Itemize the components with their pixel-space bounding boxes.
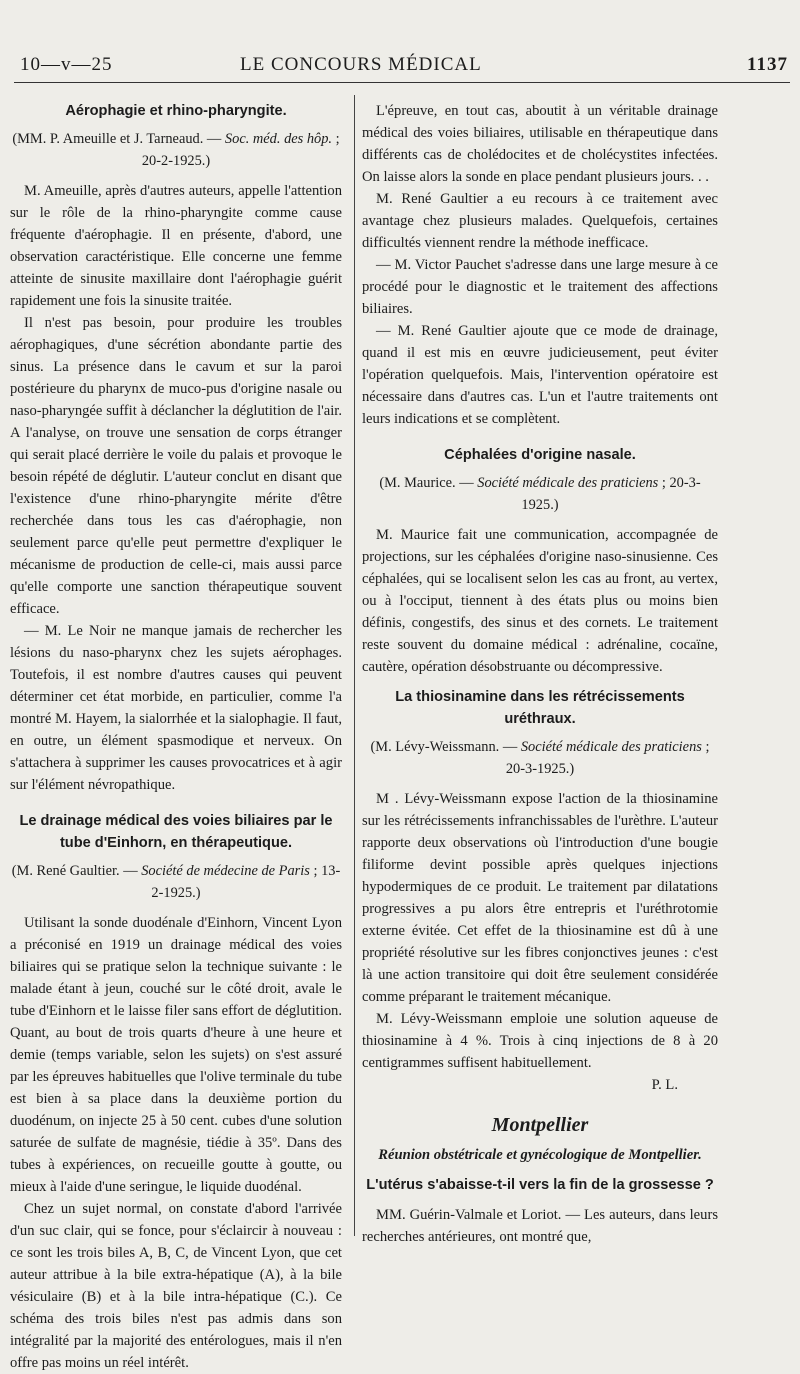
- paragraph: — M. Victor Pauchet s'adresse dans une large mesure à ce procédé pour le diagnostic et le traitement des affections biliaires.: [362, 257, 718, 317]
- paragraph: — M. Le Noir ne manque jamais de rechercher les lésions du naso-pharynx chez les sujets aérophages. Toutefois, il est nombre d'autres causes qui peuvent déterminer cet état morbide, en particulier, comme l'a montré M. Hayem, la sialorrhée et la sialophagie. Il faut, en outre, un élément spasmodique et nerveux. On s'attachera à supprimer les causes provocatrices et à agir sur l'élément névropathique.: [10, 623, 342, 793]
- ref-source: Société de médecine de Paris: [141, 863, 310, 879]
- left-column: [10, 100, 342, 1374]
- article-title: Aérophagie et rhino-pharyngite.: [65, 103, 287, 119]
- page-number: 1137: [747, 54, 788, 75]
- ref-date: ; 20-3-1925.): [505, 739, 710, 777]
- paragraph: M. Ameuille, après d'autres auteurs, appelle l'attention sur le rôle de la rhino-pharyngite comme cause fréquente d'aérophagie. Il en présente, d'abord, une observation caractéristique. Elle concerne une femme atteinte de sinusite maxillaire dont l'aérophagie guérit rapidement une fois la sinusite traitée.: [10, 183, 342, 309]
- ref-source: Soc. méd. des hôp.: [224, 131, 333, 147]
- article-reference: [10, 860, 342, 904]
- society-name: Réunion obstétricale et gynécologique de Montpellier.: [378, 1147, 702, 1163]
- paragraph: — M. René Gaultier ajoute que ce mode de drainage, quand il est mis en œuvre judicieusement, peut éviter l'opération quelquefois. Mais, l'intervention opératoire est nécessaire dans d'autres cas. L'un et l'autre traitements ont leurs indications et se complètent.: [362, 323, 718, 427]
- paragraph: M . Lévy-Weissmann expose l'action de la thiosinamine sur les rétrécissements infranchissables de l'urèthre. L'auteur rapporte deux observations où l'introduction d'une bougie filiforme devint possible après quelques injections hypodermiques de ce produit. Le traitement par dilatations progressives a pu alors être entrepris et l'uréthrotomie externe évitée. Cet effet de la thiosinamine est dû à une propriété résolutive sur les fibres conjonctives jeunes : c'est là une action transitoire qui doit être seulement considérée comme préparant le traitement mécanique.: [362, 791, 718, 1005]
- section-city: Montpellier: [491, 1114, 589, 1136]
- ref-authors: (MM. P. Ameuille et J. Tarneaud. —: [12, 131, 222, 147]
- signature: P. L.: [651, 1077, 678, 1093]
- page-header: [14, 54, 788, 82]
- ref-authors: (M. René Gaultier. —: [11, 863, 138, 879]
- paragraph: M. Lévy-Weissmann emploie une solution aqueuse de thiosinamine à 4 %. Trois à cinq injections de 8 à 20 centigrammes suffisent habituellement.: [362, 1011, 718, 1071]
- ref-source: Société médicale des praticiens: [477, 475, 659, 491]
- journal-title: LE CONCOURS MÉDICAL: [240, 54, 482, 75]
- paragraph: Utilisant la sonde duodénale d'Einhorn, Vincent Lyon a préconisé en 1919 un drainage médical des voies biliaires qui se pratique selon la technique suivante : le malade étant à jeun, couché sur le côté droit, avale le tube d'Einhorn et le laisse filer sans effort de déglutition. Quant, au bout de trois quarts d'heure à une heure et demie (temps variable, selon les sujets) on s'est assuré par les épreuves habituelles que l'olive terminale du tube est bien à sa place dans la deuxième portion du duodénum, on injecte 25 à 50 cent. cubes d'une solution saturée de sulfate de magnésie, tiédie à 35º. Dans des tubes à expériences, on recueille goutte à goutte, ou mieux à l'aide d'une seringue, le liquide duodénal.: [10, 915, 342, 1195]
- right-column: [362, 100, 718, 1248]
- paragraph: L'épreuve, en tout cas, aboutit à un véritable drainage médical des voies biliaires, utilisable en thérapeutique dans différents cas de cholédocites et de cholécystites infectées. On laisse alors la sonde en place pendant plusieurs jours. . .: [362, 103, 718, 185]
- header-rule: [14, 82, 790, 83]
- article-title: La thiosinamine dans les rétrécissements uréthraux.: [395, 689, 685, 727]
- article-reference: [362, 736, 718, 780]
- ref-authors: (M. Lévy-Weissmann. —: [370, 739, 518, 755]
- paragraph: M. René Gaultier a eu recours à ce traitement avec avantage chez plusieurs malades. Quelquefois, certaines difficultés viennent rendre la méthode inefficace.: [362, 191, 718, 251]
- article-reference: [362, 472, 718, 516]
- article-title: L'utérus s'abaisse-t-il vers la fin de la grossesse ?: [366, 1177, 714, 1193]
- paragraph: Il n'est pas besoin, pour produire les troubles aérophagiques, d'une sécrétion abondante partie des sinus. La présence dans le cavum et sur la paroi postérieure du pharynx de muco-pus d'origine nasale ou naso-pharyngée suffit à déclancher la déglutition de l'air. A l'analyse, on trouve une sensation de corps étranger qui serait placé derrière le voile du palais et provoque le besoin répété de déglutir. L'auteur conclut en disant que l'existence d'une rhino-pharyngite mérite d'être recherchée dans tous les cas d'aérophagie, non seulement parce qu'elle peut permettre d'expliquer le mécanisme de production de celle-ci, mais aussi parce qu'elle comporte une sanction thérapeutique souvent efficace.: [10, 315, 342, 617]
- ref-source: Société médicale des praticiens: [520, 739, 702, 755]
- ref-authors: (M. Maurice. —: [379, 475, 474, 491]
- paragraph: M. Maurice fait une communication, accompagnée de projections, sur les céphalées d'origine naso-sinusienne. Ces céphalées, qui se localisent selon les cas au front, au vertex, ou à l'occiput, tiennent à des états plus ou moins bien définis, congestifs, des sinus et des cornets. Le traitement reste souvent du domaine médical : adrénaline, cocaïne, cautère, opération désobstruante ou décompressive.: [362, 527, 718, 675]
- article-title: Le drainage médical des voies biliaires par le tube d'Einhorn, en thérapeutique.: [19, 813, 333, 851]
- ref-date: ; 20-2-1925.): [141, 131, 340, 169]
- column-divider: [354, 95, 355, 1236]
- paragraph: Chez un sujet normal, on constate d'abord l'arrivée d'un suc clair, qui se fonce, pour s'éclaircir à nouveau : ce sont les trois biles A, B, C, de Vincent Lyon, que cet auteur attribue à la bile extra-hépatique (A), à la bile vésiculaire (B) et à la bile intra-hépatique (C.). Ce schéma des trois biles n'est pas admis dans son intégralité par la majorité des entérologues, mais il n'en offre pas moins un réel intérêt.: [10, 1201, 342, 1371]
- paragraph: MM. Guérin-Valmale et Loriot. — Les auteurs, dans leurs recherches antérieures, ont montré que,: [362, 1207, 718, 1245]
- ref-date: ; 13-2-1925.): [151, 863, 341, 901]
- issue-date: 10—v—25: [20, 54, 113, 75]
- article-reference: [10, 128, 342, 172]
- article-title: Céphalées d'origine nasale.: [444, 447, 636, 463]
- ref-date: ; 20-3-1925.): [521, 475, 701, 513]
